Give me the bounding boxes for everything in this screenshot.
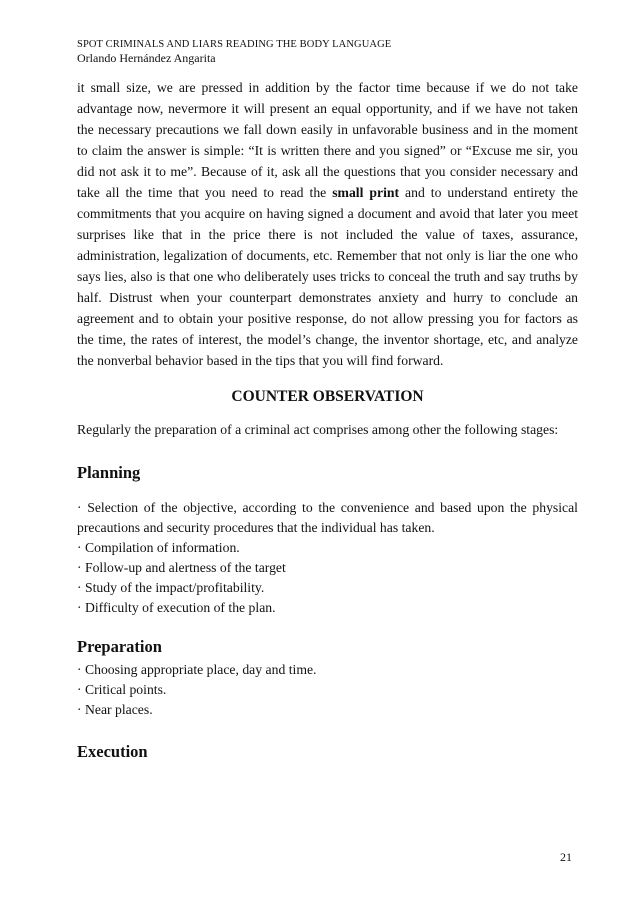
header-author: Orlando Hernández Angarita: [77, 51, 216, 65]
heading-execution: Execution: [77, 742, 148, 761]
page-number: 21: [560, 850, 572, 864]
list-item: · Critical points.: [77, 682, 167, 697]
intro-paragraph: [77, 77, 578, 371]
page-content: [77, 77, 578, 763]
header-book-title: SPOT CRIMINALS AND LIARS READING THE BODY LANGUAGE: [77, 39, 392, 50]
intro-text-start: it small size, we are pressed in addition by the factor time because if we do not take advantage now, nevermore it will present an equal opportunity, and if we have not taken the necessary precautions we fall down easily in unfavorable business and in the moment to claim the answer is simple: “It is written there and you signed” or “Excuse me sir, you did not ask it to me”. Because of it, ask all the questions that you consider necessary and take all the time that you need to read the: [77, 80, 578, 200]
section-intro: Regularly the preparation of a criminal act comprises among other the following stages:: [77, 422, 559, 437]
preparation-list: [77, 660, 578, 720]
list-item: · Follow-up and alertness of the target: [77, 560, 286, 575]
list-item: · Choosing appropriate place, day and time.: [77, 662, 317, 677]
list-item: · Compilation of information.: [77, 540, 240, 555]
list-item: · Selection of the objective, according to the convenience and based upon the physical precautions and security procedures that the individual has taken.: [77, 500, 578, 535]
section-title: COUNTER OBSERVATION: [231, 388, 424, 405]
intro-bold-phrase: small print: [332, 185, 400, 200]
list-item: · Near places.: [77, 702, 153, 717]
list-item: · Difficulty of execution of the plan.: [77, 600, 276, 615]
running-header: [77, 38, 577, 65]
intro-text-end: and to understand entirety the commitments that you acquire on having signed a document and avoid that later you meet surprises like that in the price there is not included the value of taxes, assurance, administration, legalization of documents, etc. Remember that not only is liar the one who says lies, also is that one who deliberately uses tricks to conceal the truth and say truths by half. Distrust when your counterpart demonstrates anxiety and hurry to conclude an agreement and to obtain your positive response, do not allow pressing you for factors as the time, the rates of interest, the model’s change, the inventor shortage, etc, and analyze the nonverbal behavior based in the tips that you will find forward.: [77, 185, 578, 368]
planning-list: [77, 498, 578, 618]
heading-planning: Planning: [77, 463, 141, 482]
list-item: · Study of the impact/profitability.: [77, 580, 265, 595]
heading-preparation: Preparation: [77, 637, 162, 656]
